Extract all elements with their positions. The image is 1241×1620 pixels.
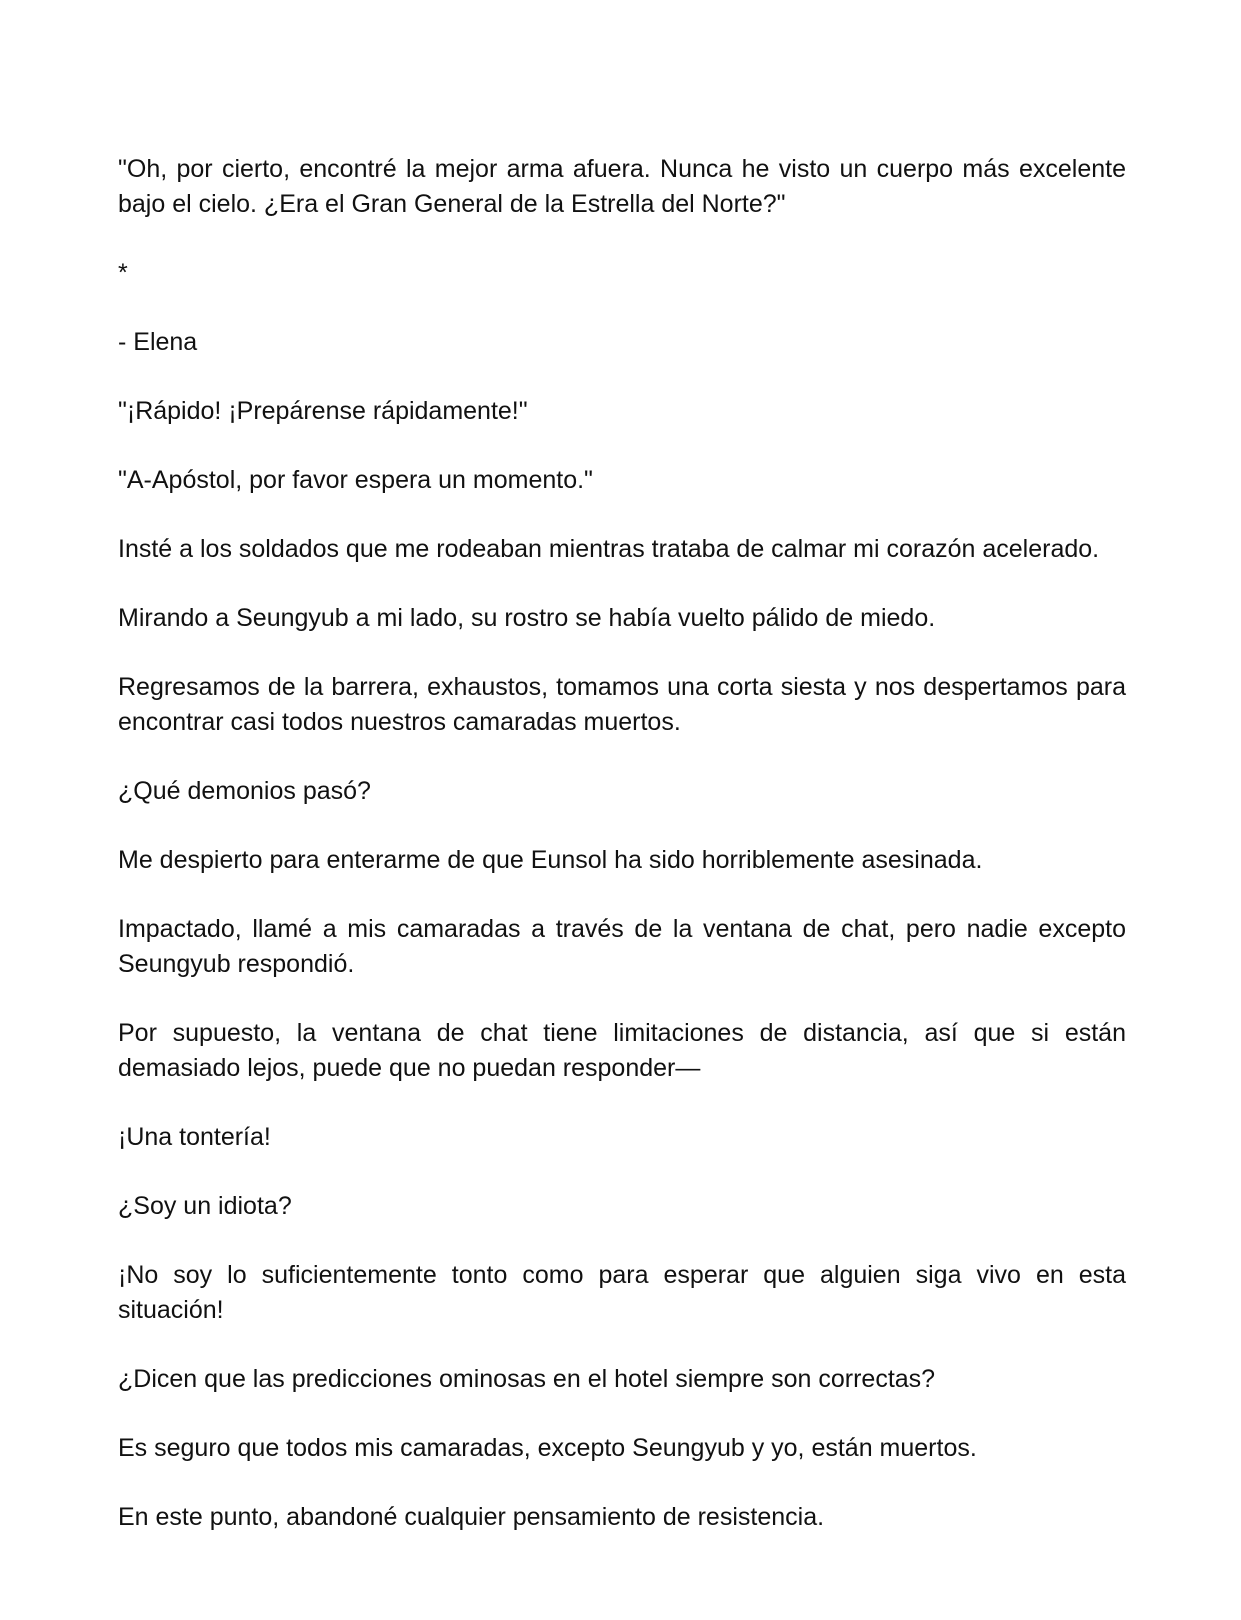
- document-body: [118, 152, 1126, 1535]
- paragraph: Mirando a Seungyub a mi lado, su rostro se había vuelto pálido de miedo.: [118, 604, 936, 632]
- paragraph: Por supuesto, la ventana de chat tiene limitaciones de distancia, así que si están demasiado lejos, puede que no puedan responder—: [118, 1019, 1126, 1082]
- paragraph: ¿Soy un idiota?: [118, 1192, 292, 1220]
- paragraph: "A-Apóstol, por favor espera un momento.": [118, 466, 593, 494]
- paragraph: ¿Dicen que las predicciones ominosas en el hotel siempre son correctas?: [118, 1365, 936, 1393]
- paragraph: Es seguro que todos mis camaradas, excepto Seungyub y yo, están muertos.: [118, 1434, 977, 1462]
- paragraph: "Oh, por cierto, encontré la mejor arma afuera. Nunca he visto un cuerpo más excelente bajo el cielo. ¿Era el Gran General de la Estrella del Norte?": [118, 155, 1126, 218]
- paragraph: "¡Rápido! ¡Prepárense rápidamente!": [118, 397, 528, 425]
- paragraph: ¿Qué demonios pasó?: [118, 777, 371, 805]
- paragraph: ¡Una tontería!: [118, 1123, 271, 1151]
- paragraph: Impactado, llamé a mis camaradas a través de la ventana de chat, pero nadie excepto Seungyub respondió.: [118, 915, 1126, 978]
- paragraph: Regresamos de la barrera, exhaustos, tomamos una corta siesta y nos despertamos para encontrar casi todos nuestros camaradas muertos.: [118, 673, 1126, 736]
- scene-break: *: [118, 259, 128, 287]
- paragraph: En este punto, abandoné cualquier pensamiento de resistencia.: [118, 1503, 825, 1531]
- paragraph: Me despierto para enterarme de que Eunsol ha sido horriblemente asesinada.: [118, 846, 983, 874]
- paragraph: ¡No soy lo suficientemente tonto como para esperar que alguien siga vivo en esta situación!: [118, 1261, 1126, 1324]
- section-heading: - Elena: [118, 328, 198, 356]
- paragraph: Insté a los soldados que me rodeaban mientras trataba de calmar mi corazón acelerado.: [118, 535, 1100, 563]
